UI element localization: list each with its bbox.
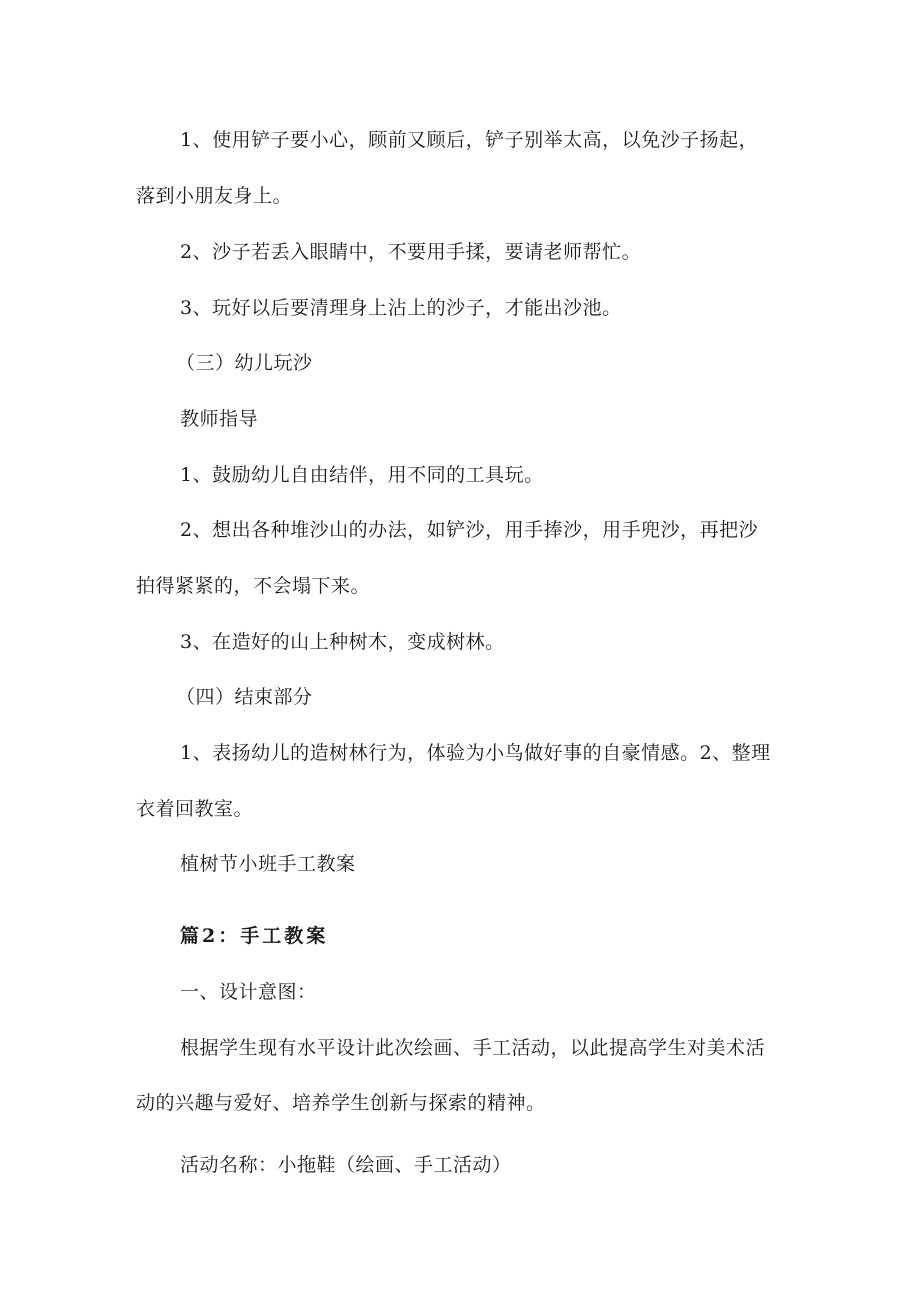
paragraph-line: 3、玩好以后要清理身上沾上的沙子，才能出沙池。 [180,297,622,319]
paragraph-line: 3、在造好的山上种树木，变成树林。 [180,631,505,653]
chapter-heading: 篇2：手工教案 [180,925,329,947]
paragraph-line: 1、鼓励幼儿自由结伴，用不同的工具玩。 [180,464,544,486]
paragraph-line: 拍得紧紧的，不会塌下来。 [136,575,371,597]
paragraph-line: 教师指导 [180,408,259,430]
paragraph-line: 1、表扬幼儿的造树林行为，体验为小鸟做好事的自豪情感。2、整理 [180,742,771,764]
section-heading: （三）幼儿玩沙 [176,352,313,374]
paragraph-line: 落到小朋友身上。 [136,185,293,207]
paragraph-line: 动的兴趣与爱好、培养学生创新与探索的精神。 [136,1092,546,1114]
section-heading: （四）结束部分 [176,686,313,708]
paragraph-line: 衣着回教室。 [136,798,254,820]
section-heading: 一、设计意图： [180,981,317,1003]
paragraph-line: 植树节小班手工教案 [180,853,356,875]
paragraph-line: 2、想出各种堆沙山的办法，如铲沙，用手捧沙，用手兜沙，再把沙 [180,519,759,541]
paragraph-line: 根据学生现有水平设计此次绘画、手工活动，以此提高学生对美术活 [180,1037,766,1059]
paragraph-line: 2、沙子若丢入眼睛中，不要用手揉，要请老师帮忙。 [180,241,642,263]
paragraph-line: 1、使用铲子要小心，顾前又顾后，铲子别举太高，以免沙子扬起， [180,129,759,151]
paragraph-line: 活动名称：小拖鞋（绘画、手工活动） [180,1154,512,1176]
